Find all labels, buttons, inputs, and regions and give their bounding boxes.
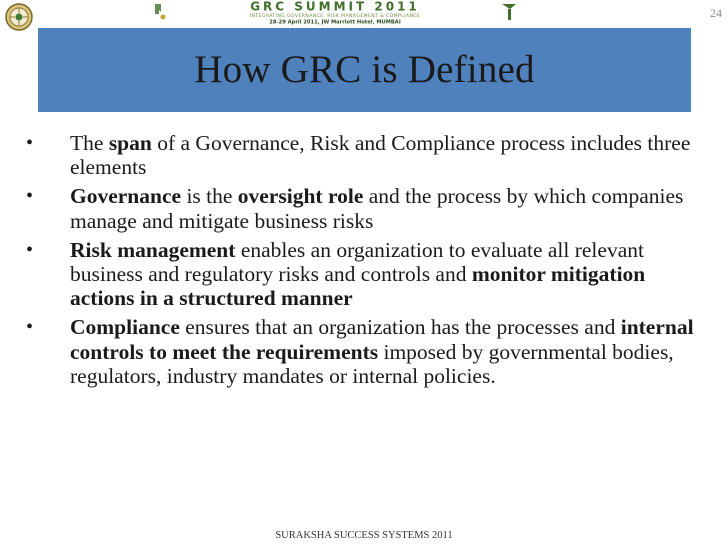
slide-title: How GRC is Defined bbox=[194, 47, 535, 91]
bullet-item: • Risk management enables an organization to evaluate all relevant business and regulatory risks and controls and monitor mitigation actions in a structured manner bbox=[26, 237, 646, 311]
summit-logo bbox=[150, 0, 520, 26]
slide-number: 24 bbox=[710, 6, 722, 20]
footer: SURAKSHA SUCCESS SYSTEMS 2011 bbox=[275, 530, 453, 541]
bullet-dot: • bbox=[26, 316, 34, 339]
bullet-list bbox=[24, 131, 694, 393]
bullet-item: • Governance is the oversight role and the process by which companies manage and mitigate business risks bbox=[26, 184, 684, 233]
title-bar bbox=[38, 28, 691, 112]
bullet-dot: • bbox=[26, 185, 34, 208]
header-band bbox=[0, 0, 728, 28]
emblem-icon bbox=[4, 2, 34, 32]
banner-date: 28-29 April 2011, JW Marriott Hotel, MUMBAI bbox=[269, 19, 401, 26]
bullet-item: • The span of a Governance, Risk and Compliance process includes three elements bbox=[26, 131, 691, 180]
banner-title: GRC SUMMIT 2011 bbox=[250, 0, 420, 14]
bullet-dot: • bbox=[26, 238, 34, 261]
bullet-item: • Compliance ensures that an organization has the processes and internal controls to meet the requirements imposed by governmental bodies, regulators, industry mandates or internal policies. bbox=[26, 315, 694, 389]
bullet-dot: • bbox=[26, 132, 34, 154]
banner-subtitle: INTEGRATING GOVERNANCE, RISK MANAGEMENT & COMPLIANCE bbox=[249, 14, 421, 19]
